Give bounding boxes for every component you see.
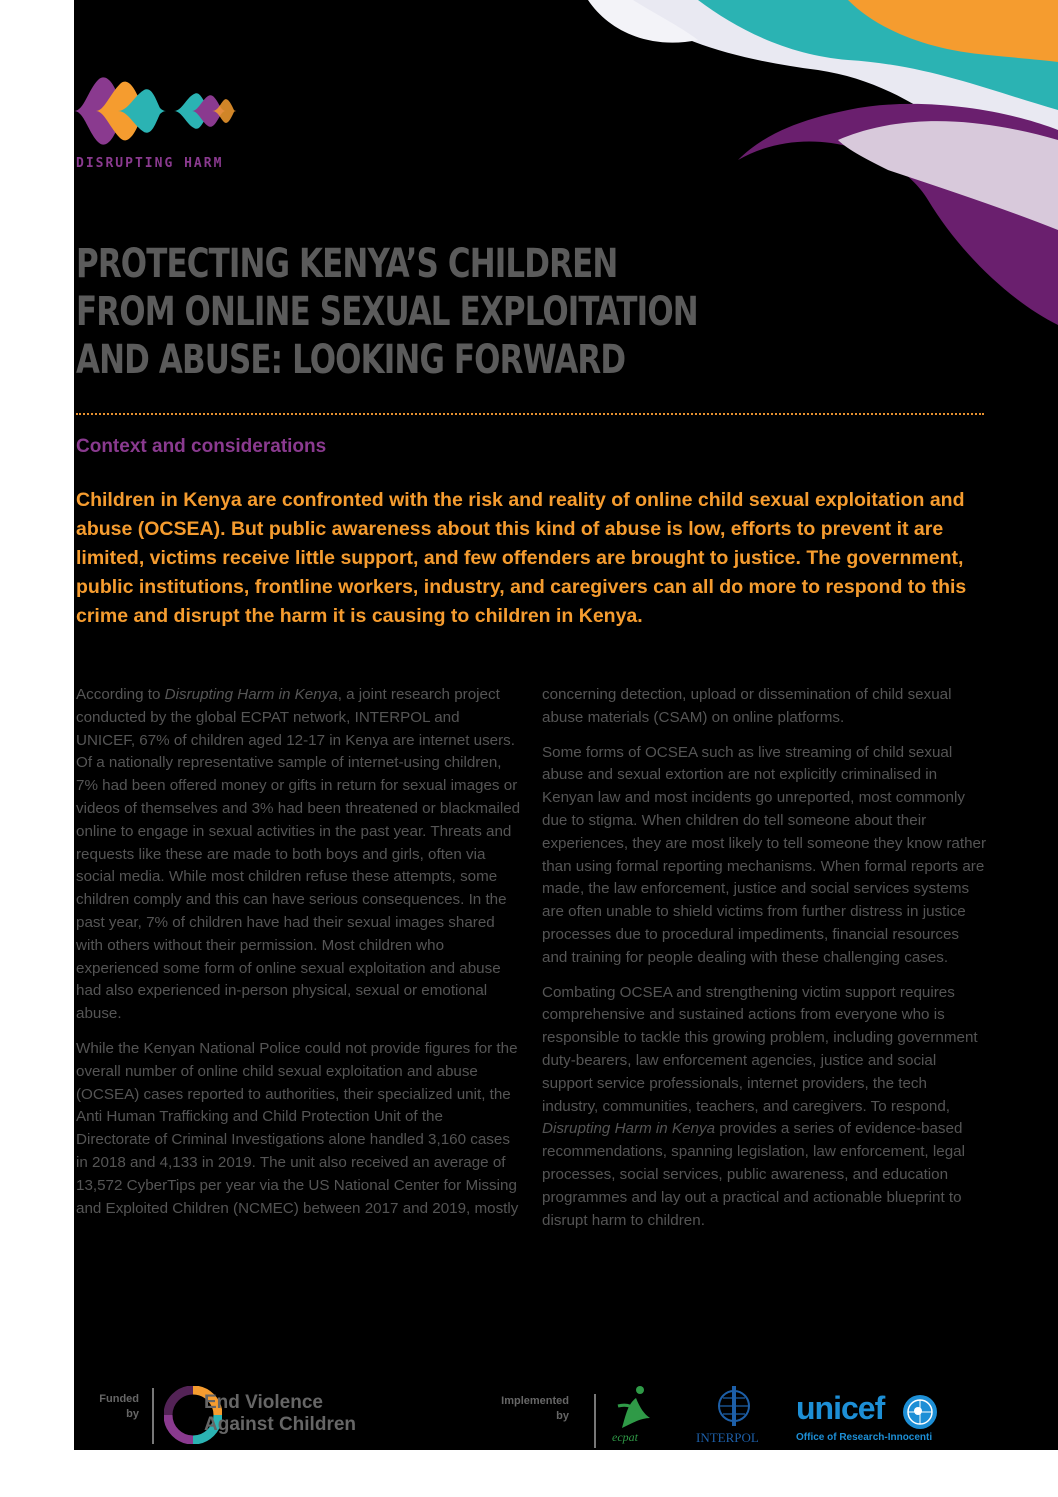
title-line: FROM ONLINE SEXUAL EXPLOITATION (76, 289, 698, 335)
logo-text: DISRUPTING HARM (76, 156, 224, 171)
logo-mark-icon (74, 70, 239, 152)
decorative-waves (588, 0, 1058, 330)
funded-by-label: Funded by (99, 1393, 139, 1420)
body-paragraph: According to Disrupting Harm in Kenya, a joint research project conducted by the global ECPAT network, INTERPOL and UNICEF, 67% of children aged 12-17 in Kenya are internet users. Of a nationally representative sample of internet-using children, 7% had been offered money or gifts in return for sexual images or videos of themselves and 3% had been threatened or blackmailed online to engage in sexual activities in the past year. Threats and requests like these are made to both boys and girls, often via social media. While most children refuse these attempts, some children comply and this can have serious consequences. In the past year, 7% of children have had their sexual images shared with others without their permission. Most children who experienced some form of online sexual exploitation and abuse had also experienced in-person physical, sexual or emotional abuse. (76, 686, 521, 1023)
section-heading: Context and considerations (76, 436, 327, 457)
implemented-by-label: Implemented by (501, 1395, 569, 1422)
page-title (76, 240, 698, 384)
title-line: PROTECTING KENYA’S CHILDREN (76, 241, 618, 287)
report-title-italic: Disrupting Harm in Kenya (542, 1120, 716, 1138)
footer-divider (152, 1388, 154, 1444)
unicef-office-label: Office of Research-Innocenti (796, 1432, 933, 1443)
report-page (74, 0, 1058, 1450)
body-column-right (542, 684, 987, 1244)
interpol-emblem-icon (714, 1384, 754, 1428)
body-paragraph: While the Kenyan National Police could not provide figures for the overall number of online child sexual exploitation and abuse (OCSEA) cases reported to authorities, their specialized unit, the Anti Human Trafficking and Child Protection Unit of the Directorate of Criminal Investigations alone handled 3,160 cases in 2018 and 4,133 in 2019. The unit also received an average of 13,572 CyberTips per year via the US National Center for Missing and Exploited Children (NCMEC) between 2017 and 2019, mostly (76, 1039, 519, 1217)
title-line: AND ABUSE: LOOKING FORWARD (76, 337, 626, 383)
unicef-wordmark: unicef (796, 1390, 885, 1426)
end-violence-name: End Violence Against Children (204, 1392, 357, 1435)
report-title-italic: Disrupting Harm in Kenya (164, 686, 338, 703)
ecpat-logo-icon (614, 1384, 654, 1430)
disrupting-harm-logo (74, 70, 244, 171)
body-paragraph: Combating OCSEA and strengthening victim support requires comprehensive and sustained actions from everyone who is responsible to tackle this growing problem, including government duty-bearers, law enforcement agencies, justice and social support service professionals, internet providers, the tech industry, communities, teachers, and caregivers. To respond, Disrupting Harm in Kenya provides a series of evidence-based recommendations, spanning legislation, law enforcement, legal processes, social services, public awareness, and education programmes and lay out a practical and actionable blueprint to disrupt harm to children. (542, 983, 978, 1229)
footer-partners (74, 1380, 1058, 1450)
dotted-divider (76, 413, 984, 415)
body-column-left (76, 684, 521, 1232)
interpol-wordmark: INTERPOL (696, 1430, 759, 1445)
footer-divider (594, 1394, 596, 1448)
lead-paragraph: Children in Kenya are confronted with the risk and reality of online child sexual exploitation and abuse (OCSEA). But public awareness about this kind of abuse is low, efforts to prevent it are limited, victims receive little support, and few offenders are brought to justice. The government, public institutions, frontline workers, industry, and caregivers can all do more to respond to this crime and disrupt the harm it is causing to children in Kenya. (76, 489, 967, 627)
body-paragraph: Some forms of OCSEA such as live streaming of child sexual abuse and sexual extortion are not explicitly criminalised in Kenyan law and most incidents go unreported, most commonly due to stigma. When children do tell someone about their experiences, they are most likely to tell someone they know rather than using formal reporting mechanisms. When formal reports are made, the law enforcement, justice and social services systems are often unable to shield victims from further distress in justice processes due to procedural impediments, financial resources and training for people dealing with these challenging cases. (542, 743, 987, 966)
ecpat-wordmark: ecpat (612, 1430, 638, 1444)
body-paragraph: concerning detection, upload or dissemination of child sexual abuse materials (CSAM) on online platforms. (542, 686, 952, 726)
unicef-emblem-icon (900, 1392, 940, 1432)
